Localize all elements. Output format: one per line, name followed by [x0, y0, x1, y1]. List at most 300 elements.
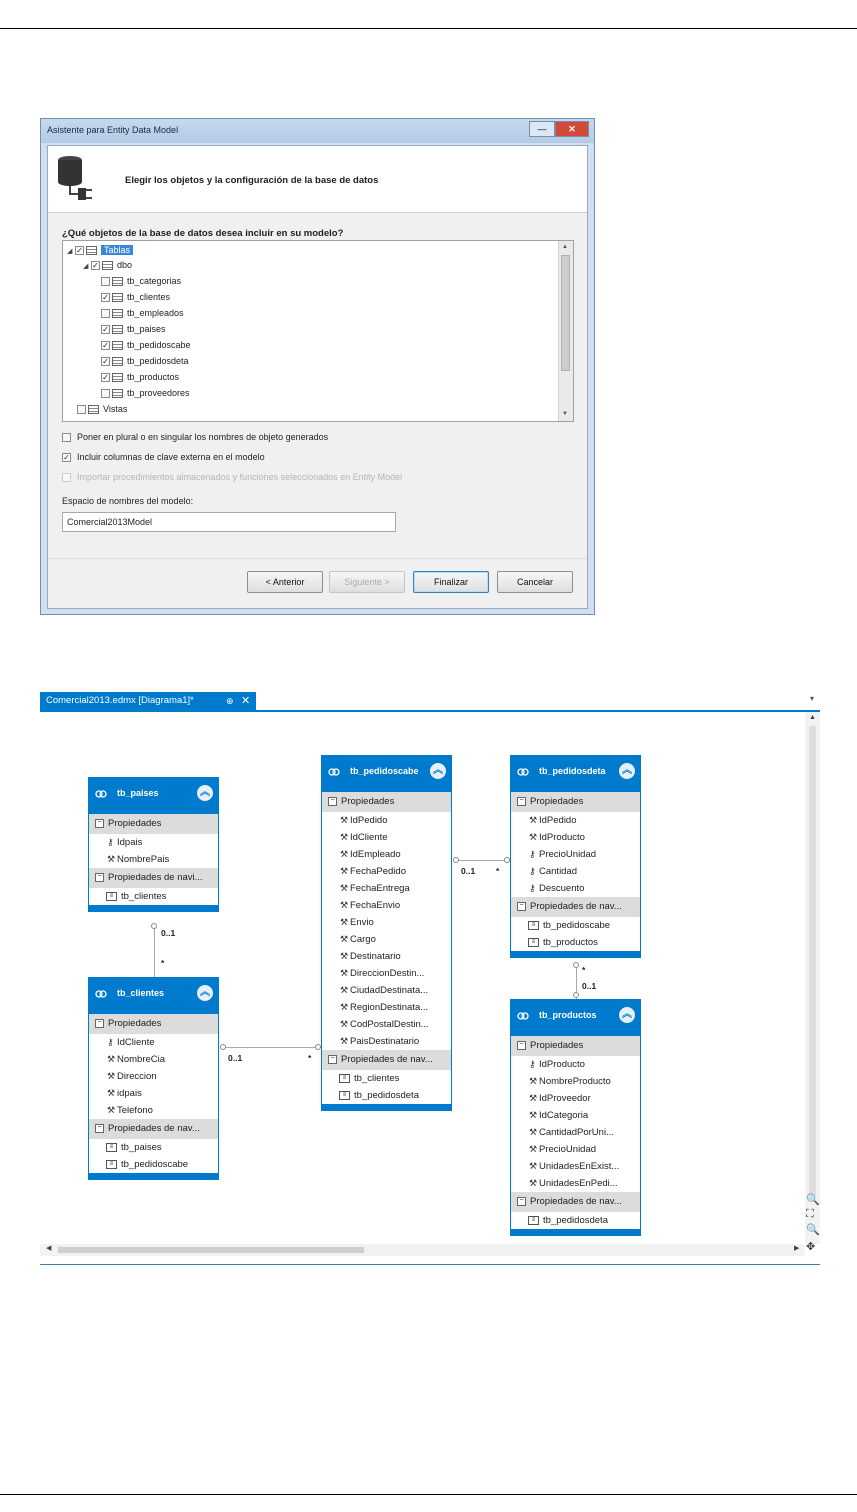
entity-property[interactable] — [322, 812, 451, 829]
properties-section-label: Propiedades — [530, 1040, 584, 1051]
mult-paises: 0..1 — [161, 928, 176, 938]
navigation-property[interactable] — [322, 1087, 451, 1104]
property-icon: ⚒ — [340, 985, 349, 995]
tab-diagram[interactable] — [40, 692, 256, 710]
navigation-name: tb_clientes — [354, 1073, 400, 1084]
property-name: UnidadesEnPedi... — [539, 1178, 618, 1189]
wizard-divider — [48, 558, 587, 559]
entity-footer — [89, 905, 218, 911]
navigation-section-label: Propiedades de nav... — [530, 901, 622, 912]
entity-property[interactable] — [89, 1051, 218, 1068]
property-icon: ⚒ — [340, 832, 349, 842]
tree-label-tablas: Tablas — [101, 245, 133, 255]
navigation-name: tb_clientes — [121, 891, 167, 902]
foreign-keys-checkbox[interactable]: ✓ — [63, 453, 70, 463]
entity-property[interactable] — [322, 1033, 451, 1050]
property-name: NombreProducto — [539, 1076, 611, 1087]
section-toggle-icon[interactable]: − — [328, 797, 337, 806]
pin-icon[interactable]: ⊕ — [226, 696, 234, 706]
navigation-name: tb_paises — [121, 1142, 162, 1153]
entity-footer — [511, 1229, 640, 1235]
navigation-name: tb_productos — [543, 937, 598, 948]
navigation-name: tb_pedidosdeta — [543, 1215, 608, 1226]
property-name: PaisDestinatario — [350, 1036, 420, 1047]
cancel-button[interactable]: Cancelar — [497, 571, 573, 593]
properties-section-label: Propiedades — [341, 796, 395, 807]
property-name: Envio — [350, 917, 374, 928]
property-icon: ⚒ — [529, 832, 538, 842]
properties-section-label: Propiedades — [108, 1018, 162, 1029]
top-rule — [0, 28, 857, 29]
property-icon: ⚒ — [340, 815, 349, 825]
key-icon: ⚷ — [529, 849, 536, 859]
stored-procs-checkbox — [62, 473, 71, 482]
entity-property[interactable] — [511, 1073, 640, 1090]
navigation-icon: ≡ — [528, 921, 539, 930]
option-pluralize[interactable] — [62, 432, 328, 442]
scroll-down-icon[interactable]: ▼ — [562, 411, 568, 417]
property-icon: ⚒ — [529, 1161, 538, 1171]
pan-icon[interactable]: ✥ — [806, 1241, 816, 1253]
entity-property[interactable] — [511, 829, 640, 846]
entity-tb-paises[interactable] — [88, 777, 219, 912]
section-toggle-icon[interactable]: − — [328, 1055, 337, 1064]
property-name: IdCategoria — [539, 1110, 589, 1121]
document-tabstrip — [40, 692, 820, 712]
entity-property[interactable] — [322, 846, 451, 863]
property-name: idpais — [117, 1088, 142, 1099]
mult-pedidoscabe-2: 0..1 — [461, 866, 476, 876]
foreign-keys-label: Incluir columnas de clave externa en el modelo — [77, 452, 265, 462]
table-icon — [112, 341, 123, 350]
entity-property[interactable] — [322, 914, 451, 931]
section-toggle-icon[interactable]: − — [517, 797, 526, 806]
entity-property[interactable] — [89, 1034, 218, 1051]
table-checkbox[interactable]: ✓ — [102, 373, 109, 383]
entity-header[interactable] — [89, 778, 218, 814]
navigation-property[interactable] — [511, 917, 640, 934]
edmx-designer — [40, 692, 820, 1265]
entity-tb-clientes[interactable] — [88, 977, 219, 1180]
table-checkbox[interactable]: ✓ — [102, 325, 109, 335]
navigation-icon: ≡ — [106, 1160, 117, 1169]
entity-type-icon — [517, 766, 529, 778]
entity-property[interactable] — [511, 863, 640, 880]
section-toggle-icon[interactable]: − — [517, 1197, 526, 1206]
table-icon — [112, 293, 123, 302]
section-toggle-icon[interactable]: − — [95, 819, 104, 828]
entity-property[interactable] — [322, 829, 451, 846]
property-name: Telefono — [117, 1105, 153, 1116]
navigation-icon: ≡ — [528, 1216, 539, 1225]
navigation-property[interactable] — [322, 1070, 451, 1087]
bottom-rule — [0, 1494, 857, 1495]
property-name: FechaEnvio — [350, 900, 401, 911]
vistas-checkbox[interactable] — [77, 405, 86, 414]
collapse-icon[interactable]: ︽ — [430, 763, 446, 779]
property-icon: ⚒ — [340, 883, 349, 893]
property-icon: ⚒ — [340, 934, 349, 944]
database-icon — [56, 154, 100, 204]
property-name: CodPostalDestin... — [350, 1019, 429, 1030]
section-toggle-icon[interactable]: − — [95, 873, 104, 882]
entity-property[interactable] — [511, 812, 640, 829]
tree-node-tablas[interactable] — [67, 243, 133, 257]
property-icon: ⚒ — [529, 1127, 538, 1137]
entity-name: tb_clientes — [117, 988, 165, 998]
tree-node-table[interactable] — [101, 290, 170, 304]
designer-bottom-border — [40, 1264, 820, 1265]
tree-node-table[interactable] — [101, 306, 184, 320]
entity-type-icon — [517, 1010, 529, 1022]
entity-property[interactable] — [511, 846, 640, 863]
navigation-section[interactable] — [89, 868, 218, 888]
wizard-header — [48, 146, 587, 213]
table-icon — [112, 325, 123, 334]
table-checkbox[interactable]: ✓ — [102, 341, 109, 351]
property-name: IdEmpleado — [350, 849, 401, 860]
wizard-heading: Elegir los objetos y la configuración de la base de datos — [125, 175, 379, 186]
properties-section[interactable] — [511, 792, 640, 812]
objects-question: ¿Qué objetos de la base de datos desea incluir en su modelo? — [62, 228, 344, 239]
navigation-property[interactable] — [89, 1139, 218, 1156]
property-name: IdPedido — [350, 815, 388, 826]
tree-scrollbar[interactable] — [558, 241, 573, 421]
property-icon: ⚒ — [529, 1144, 538, 1154]
navigation-icon: ≡ — [339, 1091, 350, 1100]
scroll-right-icon[interactable]: ▶ — [794, 1245, 800, 1252]
entity-tb-productos[interactable] — [510, 999, 641, 1236]
tree-node-table[interactable] — [101, 386, 190, 400]
property-icon: ⚒ — [340, 1002, 349, 1012]
navigation-icon: ≡ — [106, 1143, 117, 1152]
tree-label-dbo: dbo — [117, 260, 133, 270]
table-checkbox[interactable]: ✓ — [102, 357, 109, 367]
close-button[interactable]: ✕ — [555, 121, 589, 137]
property-icon: ⚒ — [529, 1110, 538, 1120]
property-name: RegionDestinata... — [350, 1002, 429, 1013]
navigation-icon: ≡ — [339, 1074, 350, 1083]
navigation-section[interactable] — [511, 1192, 640, 1212]
tables-folder-icon — [86, 246, 97, 255]
previous-button[interactable]: < Anterior — [247, 571, 323, 593]
navigation-property[interactable] — [89, 1156, 218, 1173]
navigation-section-label: Propiedades de nav... — [341, 1054, 433, 1065]
stored-procs-label: Importar procedimientos almacenados y funciones seleccionados en Entity Model — [77, 472, 403, 482]
tree-node-table[interactable] — [101, 322, 166, 336]
table-icon — [112, 309, 123, 318]
assoc-end-circle — [220, 1044, 226, 1050]
navigation-section[interactable] — [89, 1119, 218, 1139]
properties-section-label: Propiedades — [530, 796, 584, 807]
entity-type-icon — [328, 766, 340, 778]
entity-property[interactable] — [322, 948, 451, 965]
entity-property[interactable] — [89, 851, 218, 868]
section-toggle-icon[interactable]: − — [517, 902, 526, 911]
tree-node-vistas[interactable] — [77, 402, 127, 416]
entity-property[interactable] — [511, 1175, 640, 1192]
property-icon: ⚒ — [340, 849, 349, 859]
table-icon — [112, 389, 123, 398]
navigation-section[interactable] — [511, 897, 640, 917]
property-name: IdProducto — [539, 1059, 585, 1070]
entity-name: tb_paises — [117, 788, 159, 798]
property-icon: ⚒ — [340, 968, 349, 978]
navigation-property[interactable] — [511, 1212, 640, 1229]
option-stored-procs — [62, 472, 402, 482]
table-name: tb_categorias — [127, 276, 182, 286]
entity-name: tb_pedidoscabe — [350, 766, 419, 776]
property-icon: ⚒ — [340, 1019, 349, 1029]
diagram-horizontal-scrollbar[interactable] — [40, 1244, 805, 1256]
navigation-section-label: Propiedades de navi... — [108, 872, 203, 883]
entity-property[interactable] — [511, 1124, 640, 1141]
property-name: NombreCia — [117, 1054, 166, 1065]
assoc-end-circle — [151, 923, 157, 929]
property-icon: ⚒ — [107, 1054, 116, 1064]
entity-property[interactable] — [322, 999, 451, 1016]
assoc-clientes-pedidoscabe-line[interactable] — [221, 1047, 321, 1048]
property-name: NombrePais — [117, 854, 170, 865]
entity-property[interactable] — [322, 965, 451, 982]
table-icon — [112, 277, 123, 286]
pluralize-label: Poner en plural o en singular los nombres de objeto generados — [77, 432, 329, 442]
table-name: tb_paises — [127, 324, 166, 334]
table-checkbox[interactable] — [101, 389, 110, 398]
property-name: CantidadPorUni... — [539, 1127, 614, 1138]
diagram-vscroll-thumb[interactable] — [809, 726, 816, 1196]
tree-node-table[interactable] — [101, 274, 181, 288]
table-icon — [112, 373, 123, 382]
entity-property[interactable] — [89, 1102, 218, 1119]
properties-section[interactable] — [511, 1036, 640, 1056]
entity-property[interactable] — [511, 880, 640, 897]
table-name: tb_empleados — [127, 308, 184, 318]
zoom-out-icon[interactable]: 🔍 — [806, 1224, 820, 1236]
navigation-name: tb_pedidoscabe — [543, 920, 611, 931]
mult-clientes: * — [161, 958, 165, 968]
entity-property[interactable] — [89, 1068, 218, 1085]
property-name: PrecioUnidad — [539, 1144, 597, 1155]
property-icon: ⚒ — [107, 1071, 116, 1081]
table-icon — [112, 357, 123, 366]
tree-node-dbo[interactable] — [83, 258, 132, 272]
tab-title: Comercial2013.edmx [Diagrama1]* — [46, 695, 194, 706]
navigation-name: tb_pedidoscabe — [121, 1159, 189, 1170]
diagram-vertical-scrollbar[interactable] — [805, 712, 820, 1244]
property-icon: ⚒ — [340, 866, 349, 876]
entity-property[interactable] — [511, 1158, 640, 1175]
entity-property[interactable] — [89, 834, 218, 851]
property-name: CiudadDestinata... — [350, 985, 429, 996]
property-icon: ⚒ — [340, 1036, 349, 1046]
entity-property[interactable] — [511, 1090, 640, 1107]
navigation-section-label: Propiedades de nav... — [108, 1123, 200, 1134]
tree-node-table[interactable] — [101, 354, 189, 368]
assoc-end-circle — [573, 992, 579, 998]
entity-property[interactable] — [322, 897, 451, 914]
navigation-name: tb_pedidosdeta — [354, 1090, 419, 1101]
mult-productos: 0..1 — [582, 981, 597, 991]
navigation-property[interactable] — [511, 934, 640, 951]
property-name: Cargo — [350, 934, 376, 945]
property-icon: ⚒ — [107, 854, 116, 864]
table-name: tb_proveedores — [127, 388, 190, 398]
option-foreign-keys[interactable] — [62, 452, 265, 462]
property-icon: ⚒ — [529, 1076, 538, 1086]
property-name: Descuento — [539, 883, 585, 894]
section-toggle-icon[interactable]: − — [517, 1041, 526, 1050]
property-icon: ⚒ — [340, 951, 349, 961]
property-name: FechaPedido — [350, 866, 406, 877]
entity-tb-pedidosdeta[interactable] — [510, 755, 641, 958]
assoc-end-circle — [453, 857, 459, 863]
property-icon: ⚒ — [529, 1178, 538, 1188]
finish-button[interactable]: Finalizar — [413, 571, 489, 593]
property-name: IdProveedor — [539, 1093, 591, 1104]
entity-property[interactable] — [511, 1141, 640, 1158]
property-name: Cantidad — [539, 866, 578, 877]
property-name: Direccion — [117, 1071, 157, 1082]
expand-arrow-icon[interactable]: ◢ — [67, 248, 73, 255]
minimize-button[interactable]: — — [529, 121, 555, 137]
property-icon: ⚒ — [107, 1088, 116, 1098]
entity-property[interactable] — [322, 880, 451, 897]
navigation-section[interactable] — [322, 1050, 451, 1070]
pluralize-checkbox[interactable] — [62, 433, 71, 442]
entity-header[interactable] — [322, 756, 451, 792]
properties-section[interactable] — [89, 814, 218, 834]
property-icon: ⚒ — [529, 815, 538, 825]
entity-property[interactable] — [511, 1107, 640, 1124]
wizard-titlebar — [41, 119, 594, 143]
assoc-pedidoscabe-pedidosdeta-line[interactable] — [453, 860, 509, 861]
wizard-title: Asistente para Entity Data Model — [47, 125, 179, 135]
properties-section[interactable] — [89, 1014, 218, 1034]
section-toggle-icon[interactable]: − — [95, 1019, 104, 1028]
diagram-canvas[interactable] — [40, 712, 805, 1244]
diagram-hscroll-thumb[interactable] — [58, 1247, 364, 1253]
scroll-left-icon[interactable]: ◀ — [46, 1245, 52, 1252]
collapse-icon[interactable]: ︽ — [197, 985, 213, 1001]
property-name: DireccionDestin... — [350, 968, 425, 979]
collapse-icon[interactable]: ︽ — [197, 785, 213, 801]
property-icon: ⚒ — [340, 900, 349, 910]
entity-property[interactable] — [89, 1085, 218, 1102]
property-icon: ⚒ — [529, 1093, 538, 1103]
properties-section[interactable] — [322, 792, 451, 812]
navigation-icon: ≡ — [106, 892, 117, 901]
tree-node-table[interactable] — [101, 370, 179, 384]
entity-header[interactable] — [511, 756, 640, 792]
database-objects-tree[interactable] — [62, 240, 574, 422]
key-icon: ⚷ — [529, 1059, 536, 1069]
mult-pedidosdeta-2: * — [582, 965, 586, 975]
key-icon: ⚷ — [529, 883, 536, 893]
property-icon: ⚒ — [340, 917, 349, 927]
namespace-label: Espacio de nombres del modelo: — [62, 496, 194, 506]
navigation-icon: ≡ — [528, 938, 539, 947]
entity-header[interactable] — [511, 1000, 640, 1036]
property-icon: ⚒ — [107, 1105, 116, 1115]
property-name: IdPedido — [539, 815, 577, 826]
property-name: Destinatario — [350, 951, 401, 962]
tree-label-vistas: Vistas — [103, 404, 128, 414]
entity-property[interactable] — [322, 931, 451, 948]
views-folder-icon — [88, 405, 99, 414]
entity-type-icon — [95, 988, 107, 1000]
collapse-icon[interactable]: ︽ — [619, 763, 635, 779]
expand-arrow-icon[interactable]: ◢ — [83, 263, 89, 270]
zoom-fit-icon[interactable]: ⛶ — [806, 1208, 814, 1220]
table-name: tb_clientes — [127, 292, 171, 302]
navigation-property[interactable] — [89, 888, 218, 905]
table-name: tb_pedidoscabe — [127, 340, 191, 350]
property-name: FechaEntrega — [350, 883, 410, 894]
property-name: IdCliente — [117, 1037, 155, 1048]
navigation-section-label: Propiedades de nav... — [530, 1196, 622, 1207]
tree-scroll-thumb[interactable] — [561, 255, 570, 371]
table-name: tb_pedidosdeta — [127, 356, 189, 366]
scroll-up-icon[interactable]: ▲ — [809, 714, 816, 721]
entity-header[interactable] — [89, 978, 218, 1014]
assoc-paises-clientes-line[interactable] — [154, 927, 155, 980]
property-name: UnidadesEnExist... — [539, 1161, 620, 1172]
entity-property[interactable] — [511, 1056, 640, 1073]
entity-tb-pedidoscabe[interactable] — [321, 755, 452, 1111]
entity-footer — [511, 951, 640, 957]
next-button: Siguiente > — [329, 571, 405, 593]
schema-icon — [102, 261, 113, 270]
tablas-checkbox[interactable]: ✓ — [76, 246, 83, 256]
property-name: IdProducto — [539, 832, 585, 843]
key-icon: ⚷ — [107, 837, 114, 847]
entity-type-icon — [95, 788, 107, 800]
entity-name: tb_productos — [539, 1010, 597, 1020]
property-name: PrecioUnidad — [539, 849, 597, 860]
table-checkbox[interactable]: ✓ — [102, 293, 109, 303]
property-name: IdCliente — [350, 832, 388, 843]
wizard-body — [47, 145, 588, 609]
mult-pedidosdeta: * — [496, 866, 500, 876]
mult-clientes-2: 0..1 — [228, 1053, 243, 1063]
collapse-icon[interactable]: ︽ — [619, 1007, 635, 1023]
section-toggle-icon[interactable]: − — [95, 1124, 104, 1133]
table-checkbox[interactable] — [101, 309, 110, 318]
table-checkbox[interactable] — [101, 277, 110, 286]
zoom-in-icon[interactable]: 🔍 — [806, 1194, 820, 1206]
entity-property[interactable] — [322, 982, 451, 999]
tab-dropdown-icon[interactable]: ▾ — [810, 694, 815, 703]
namespace-input[interactable]: Comercial2013Model — [62, 512, 396, 532]
tree-node-table[interactable] — [101, 338, 191, 352]
entity-footer — [89, 1173, 218, 1179]
key-icon: ⚷ — [529, 866, 536, 876]
table-name: tb_productos — [127, 372, 180, 382]
mult-pedidoscabe: * — [308, 1053, 312, 1063]
key-icon: ⚷ — [107, 1037, 114, 1047]
properties-section-label: Propiedades — [108, 818, 162, 829]
entity-property[interactable] — [322, 863, 451, 880]
assoc-end-circle — [573, 962, 579, 968]
close-tab-icon[interactable]: ✕ — [241, 695, 251, 707]
dbo-checkbox[interactable]: ✓ — [92, 261, 99, 271]
scroll-up-icon[interactable]: ▲ — [562, 244, 568, 250]
entity-property[interactable] — [322, 1016, 451, 1033]
entity-name: tb_pedidosdeta — [539, 766, 606, 776]
property-name: Idpais — [117, 837, 143, 848]
entity-footer — [322, 1104, 451, 1110]
